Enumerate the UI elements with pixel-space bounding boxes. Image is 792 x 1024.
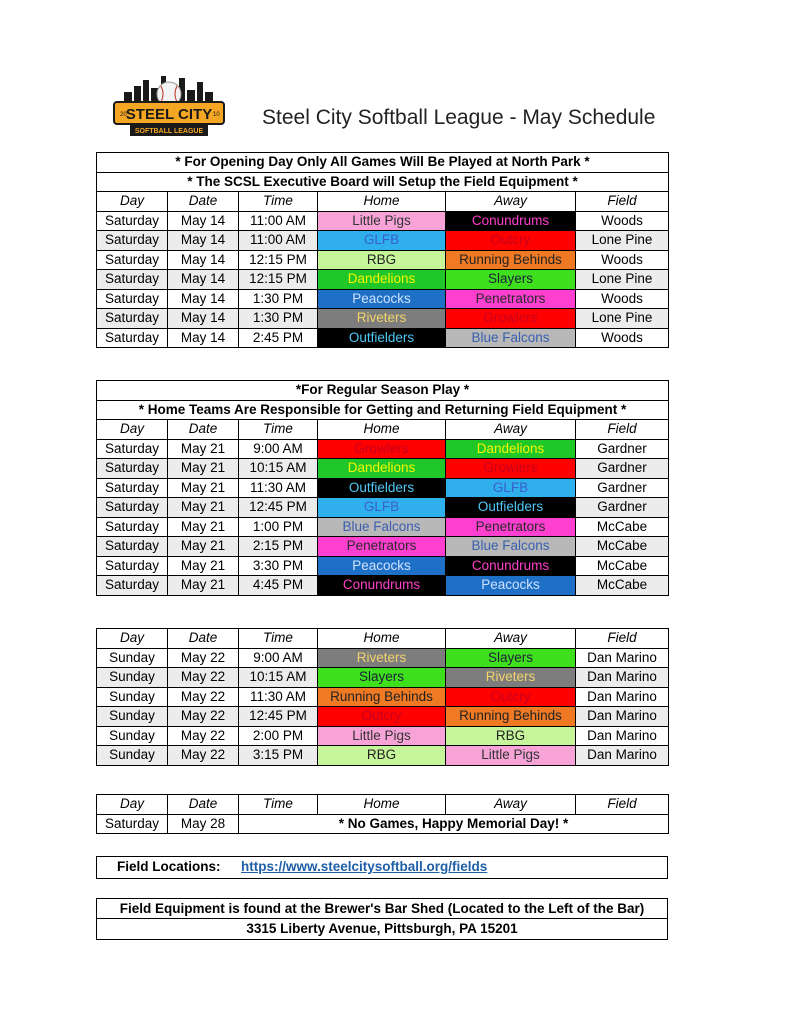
- opening-day-table: [96, 152, 669, 348]
- cell-field: Dan Marino: [576, 648, 669, 668]
- cell-home-team: Outfielders: [318, 478, 446, 498]
- cell-day: Saturday: [97, 556, 168, 576]
- table-row: [97, 576, 669, 596]
- cell-away-team: Running Behinds: [446, 250, 576, 270]
- cell-away-team: Outfielders: [446, 498, 576, 518]
- table-row: [97, 648, 669, 668]
- cell-away-team: Blue Falcons: [446, 328, 576, 348]
- col-header-time: Time: [239, 795, 318, 815]
- cell-away-team: Dandelions: [446, 439, 576, 459]
- executive-board-banner: * The SCSL Executive Board will Setup the Field Equipment *: [97, 172, 669, 192]
- col-header-day: Day: [97, 629, 168, 649]
- col-header-home: Home: [318, 795, 446, 815]
- cell-time: 12:45 PM: [239, 707, 318, 727]
- cell-home-team: Growlers: [318, 439, 446, 459]
- sunday-table: [96, 628, 669, 766]
- cell-away-team: Riveters: [446, 668, 576, 688]
- column-header-row: [97, 420, 669, 440]
- cell-time: 11:00 AM: [239, 211, 318, 231]
- logo-est-left: 20: [120, 112, 127, 118]
- col-header-time: Time: [239, 420, 318, 440]
- cell-away-team: Slayers: [446, 270, 576, 290]
- cell-field: Dan Marino: [576, 668, 669, 688]
- cell-day: Sunday: [97, 746, 168, 766]
- cell-home-team: Dandelions: [318, 270, 446, 290]
- cell-day: Saturday: [97, 439, 168, 459]
- table-row: [97, 231, 669, 251]
- cell-date: May 22: [168, 668, 239, 688]
- cell-time: 12:15 PM: [239, 270, 318, 290]
- cell-date: May 14: [168, 328, 239, 348]
- cell-date: May 21: [168, 459, 239, 479]
- cell-date: May 21: [168, 556, 239, 576]
- cell-field: Lone Pine: [576, 231, 669, 251]
- cell-away-team: GLFB: [446, 478, 576, 498]
- cell-away-team: Slayers: [446, 648, 576, 668]
- table-row: [97, 517, 669, 537]
- table-row: [97, 746, 669, 766]
- cell-date: May 22: [168, 726, 239, 746]
- cell-field: McCabe: [576, 576, 669, 596]
- cell-field: Lone Pine: [576, 309, 669, 329]
- cell-away-team: Conundrums: [446, 211, 576, 231]
- cell-time: 1:00 PM: [239, 517, 318, 537]
- cell-day: Sunday: [97, 668, 168, 688]
- cell-day: Saturday: [97, 478, 168, 498]
- cell-home-team: Outfielders: [318, 328, 446, 348]
- col-header-home: Home: [318, 420, 446, 440]
- col-header-field: Field: [576, 192, 669, 212]
- no-games-note: * No Games, Happy Memorial Day! *: [239, 814, 669, 834]
- memorial-day-table: [96, 794, 669, 834]
- regular-season-table: [96, 380, 669, 596]
- col-header-time: Time: [239, 629, 318, 649]
- cell-day: Saturday: [97, 289, 168, 309]
- table-row: [97, 289, 669, 309]
- cell-time: 10:15 AM: [239, 668, 318, 688]
- cell-home-team: Dandelions: [318, 459, 446, 479]
- cell-day: Sunday: [97, 648, 168, 668]
- cell-time: 10:15 AM: [239, 459, 318, 479]
- column-header-row: [97, 192, 669, 212]
- cell-home-team: Blue Falcons: [318, 517, 446, 537]
- opening-day-banner: * For Opening Day Only All Games Will Be Played at North Park *: [97, 153, 669, 173]
- col-header-home: Home: [318, 192, 446, 212]
- cell-time: 12:45 PM: [239, 498, 318, 518]
- cell-away-team: RBG: [446, 726, 576, 746]
- cell-away-team: Penetrators: [446, 517, 576, 537]
- page-title: Steel City Softball League - May Schedule: [262, 106, 656, 129]
- cell-away-team: Little Pigs: [446, 746, 576, 766]
- col-header-day: Day: [97, 795, 168, 815]
- cell-date: May 21: [168, 576, 239, 596]
- cell-field: Gardner: [576, 498, 669, 518]
- cell-field: Woods: [576, 211, 669, 231]
- cell-date: May 21: [168, 517, 239, 537]
- table-row: [97, 726, 669, 746]
- table-row: [97, 814, 669, 834]
- table-row: [97, 459, 669, 479]
- table-row: [97, 439, 669, 459]
- cell-home-team: Little Pigs: [318, 211, 446, 231]
- cell-field: Gardner: [576, 439, 669, 459]
- cell-field: Woods: [576, 328, 669, 348]
- field-locations-label: Field Locations:: [117, 859, 221, 874]
- cell-home-team: Conundrums: [318, 576, 446, 596]
- table-row: [97, 250, 669, 270]
- cell-field: Dan Marino: [576, 707, 669, 727]
- cell-time: 12:15 PM: [239, 250, 318, 270]
- regular-season-banner: *For Regular Season Play *: [97, 381, 669, 401]
- col-header-home: Home: [318, 629, 446, 649]
- col-header-date: Date: [168, 192, 239, 212]
- table-row: [97, 498, 669, 518]
- cell-home-team: Little Pigs: [318, 726, 446, 746]
- cell-day: Saturday: [97, 498, 168, 518]
- cell-time: 9:00 AM: [239, 648, 318, 668]
- cell-home-team: Peacocks: [318, 556, 446, 576]
- cell-day: Saturday: [97, 517, 168, 537]
- col-header-day: Day: [97, 420, 168, 440]
- cell-day: Saturday: [97, 211, 168, 231]
- cell-date: May 28: [168, 814, 239, 834]
- col-header-date: Date: [168, 629, 239, 649]
- cell-time: 4:45 PM: [239, 576, 318, 596]
- col-header-time: Time: [239, 192, 318, 212]
- cell-date: May 21: [168, 439, 239, 459]
- cell-date: May 14: [168, 211, 239, 231]
- column-header-row: [97, 629, 669, 649]
- cell-time: 11:00 AM: [239, 231, 318, 251]
- col-header-away: Away: [446, 420, 576, 440]
- table-row: [97, 270, 669, 290]
- col-header-date: Date: [168, 420, 239, 440]
- table-row: [97, 687, 669, 707]
- cell-date: May 14: [168, 309, 239, 329]
- cell-date: May 22: [168, 746, 239, 766]
- cell-field: Dan Marino: [576, 746, 669, 766]
- cell-day: Sunday: [97, 707, 168, 727]
- cell-home-team: Slayers: [318, 668, 446, 688]
- table-row: [97, 668, 669, 688]
- col-header-field: Field: [576, 420, 669, 440]
- cell-date: May 21: [168, 537, 239, 557]
- col-header-field: Field: [576, 795, 669, 815]
- table-row: [97, 328, 669, 348]
- cell-away-team: Growlers: [446, 459, 576, 479]
- cell-day: Saturday: [97, 814, 168, 834]
- cell-time: 11:30 AM: [239, 478, 318, 498]
- logo-title-text: STEEL CITY: [125, 106, 213, 123]
- table-row: [97, 537, 669, 557]
- steel-city-logo: [110, 72, 228, 140]
- cell-home-team: Running Behinds: [318, 687, 446, 707]
- table-row: [97, 309, 669, 329]
- cell-time: 9:00 AM: [239, 439, 318, 459]
- table-row: [97, 707, 669, 727]
- cell-time: 3:15 PM: [239, 746, 318, 766]
- cell-time: 2:15 PM: [239, 537, 318, 557]
- cell-field: Lone Pine: [576, 270, 669, 290]
- cell-day: Saturday: [97, 231, 168, 251]
- col-header-away: Away: [446, 192, 576, 212]
- cell-date: May 22: [168, 687, 239, 707]
- cell-day: Saturday: [97, 270, 168, 290]
- cell-home-team: Riveters: [318, 309, 446, 329]
- cell-away-team: Conundrums: [446, 556, 576, 576]
- cell-field: Woods: [576, 289, 669, 309]
- home-teams-banner: * Home Teams Are Responsible for Getting and Returning Field Equipment *: [97, 400, 669, 420]
- cell-home-team: Riveters: [318, 648, 446, 668]
- cell-field: Gardner: [576, 459, 669, 479]
- cell-time: 3:30 PM: [239, 556, 318, 576]
- col-header-field: Field: [576, 629, 669, 649]
- cell-time: 1:30 PM: [239, 289, 318, 309]
- cell-day: Saturday: [97, 537, 168, 557]
- cell-time: 2:45 PM: [239, 328, 318, 348]
- cell-day: Saturday: [97, 328, 168, 348]
- table-row: [97, 211, 669, 231]
- cell-away-team: Outcry: [446, 231, 576, 251]
- table-row: [97, 556, 669, 576]
- col-header-away: Away: [446, 795, 576, 815]
- cell-time: 11:30 AM: [239, 687, 318, 707]
- cell-time: 1:30 PM: [239, 309, 318, 329]
- cell-away-team: Outcry: [446, 687, 576, 707]
- cell-date: May 14: [168, 250, 239, 270]
- cell-home-team: RBG: [318, 746, 446, 766]
- logo-est-right: 10: [213, 112, 220, 118]
- cell-day: Saturday: [97, 576, 168, 596]
- col-header-away: Away: [446, 629, 576, 649]
- cell-home-team: Penetrators: [318, 537, 446, 557]
- cell-date: May 22: [168, 707, 239, 727]
- cell-date: May 14: [168, 289, 239, 309]
- col-header-date: Date: [168, 795, 239, 815]
- equipment-location-text: Field Equipment is found at the Brewer's Bar Shed (Located to the Left of the Bar): [119, 901, 645, 916]
- cell-away-team: Running Behinds: [446, 707, 576, 727]
- cell-date: May 14: [168, 270, 239, 290]
- cell-field: Dan Marino: [576, 726, 669, 746]
- page-header: [110, 72, 670, 142]
- cell-field: Dan Marino: [576, 687, 669, 707]
- table-row: [97, 478, 669, 498]
- cell-field: McCabe: [576, 556, 669, 576]
- logo-subtitle-text: SOFTBALL LEAGUE: [134, 128, 204, 135]
- cell-field: McCabe: [576, 537, 669, 557]
- cell-away-team: Blue Falcons: [446, 537, 576, 557]
- cell-home-team: GLFB: [318, 498, 446, 518]
- cell-field: McCabe: [576, 517, 669, 537]
- field-locations-box: [96, 856, 668, 879]
- column-header-row: [97, 795, 669, 815]
- cell-home-team: RBG: [318, 250, 446, 270]
- field-locations-link[interactable]: https://www.steelcitysoftball.org/fields: [241, 859, 488, 874]
- cell-away-team: Penetrators: [446, 289, 576, 309]
- cell-day: Sunday: [97, 687, 168, 707]
- cell-day: Saturday: [97, 250, 168, 270]
- cell-home-team: Peacocks: [318, 289, 446, 309]
- cell-field: Gardner: [576, 478, 669, 498]
- cell-field: Woods: [576, 250, 669, 270]
- cell-away-team: Peacocks: [446, 576, 576, 596]
- cell-day: Saturday: [97, 459, 168, 479]
- cell-home-team: Outcry: [318, 707, 446, 727]
- cell-day: Sunday: [97, 726, 168, 746]
- cell-away-team: Growlers: [446, 309, 576, 329]
- cell-day: Saturday: [97, 309, 168, 329]
- cell-time: 2:00 PM: [239, 726, 318, 746]
- cell-home-team: GLFB: [318, 231, 446, 251]
- col-header-day: Day: [97, 192, 168, 212]
- field-equipment-box: [96, 898, 668, 940]
- cell-date: May 21: [168, 478, 239, 498]
- cell-date: May 14: [168, 231, 239, 251]
- cell-date: May 21: [168, 498, 239, 518]
- cell-date: May 22: [168, 648, 239, 668]
- equipment-address-text: 3315 Liberty Avenue, Pittsburgh, PA 15201: [97, 918, 667, 938]
